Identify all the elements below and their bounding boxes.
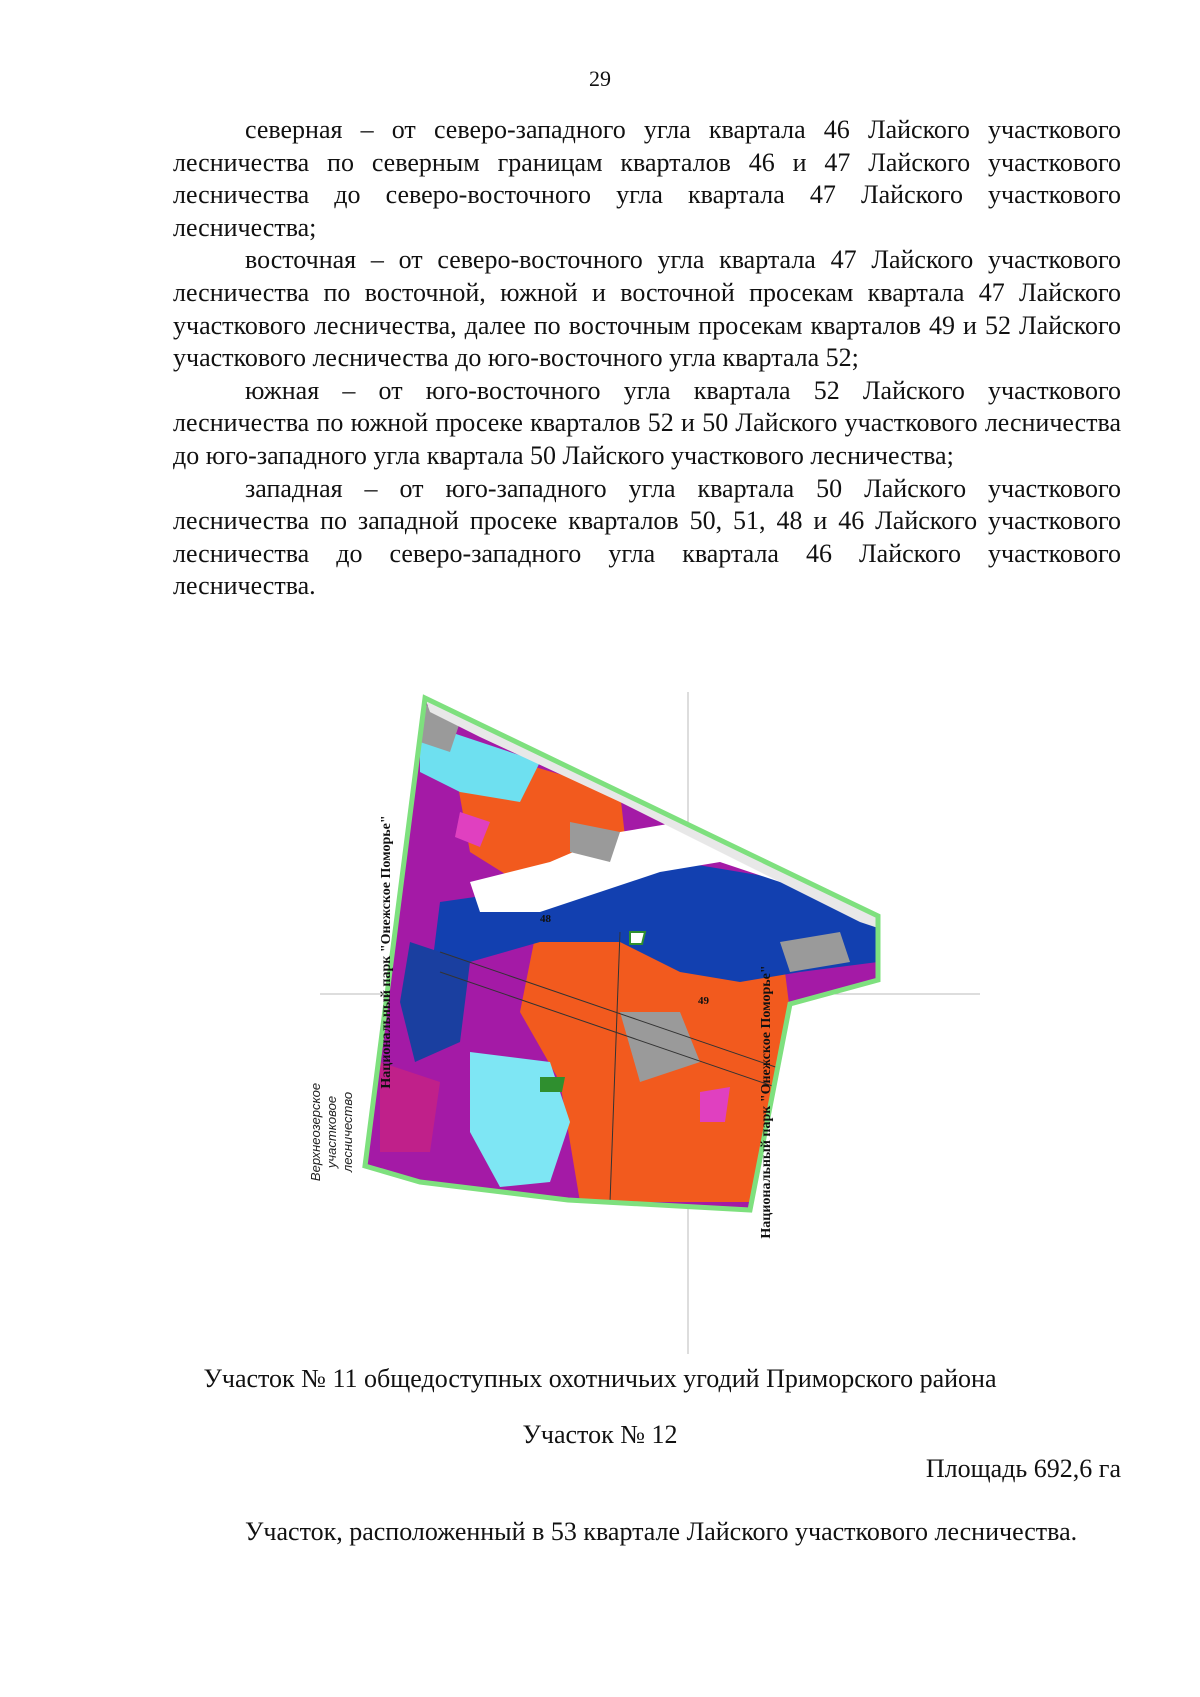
paragraph-north: северная – от северо-западного угла квартала 46 Лайского участкового лесничества по северным границам кварталов 46 и 47 Лайского участкового лесничества до северо-восточного угла квартала 47 Лайского участкового лесничества;	[173, 115, 1121, 242]
map-caption: Участок № 11 общедоступных охотничьих угодий Приморского района	[203, 1364, 997, 1393]
paragraph-east: восточная – от северо-восточного угла квартала 47 Лайского участкового лесничества по восточной, южной и восточной просекам квартала 47 Лайского участкового лесничества, далее по восточным просекам кварталов 49 и 52 Лайского участкового лесничества до юго-восточного угла квартала 52;	[173, 245, 1121, 373]
quarter-label-49: 49	[698, 995, 709, 1007]
final-description	[173, 1516, 1121, 1549]
green-patch-2	[630, 932, 645, 944]
map-label-sw-group	[308, 1083, 355, 1181]
map-label-east: Национальный парк "Онежское Поморье"	[759, 965, 774, 1239]
map-label-west: Национальный парк "Онежское Поморье"	[379, 815, 394, 1089]
boundary-description	[173, 114, 1121, 603]
section-title: Участок № 12	[522, 1420, 678, 1449]
green-patch-1	[540, 1077, 565, 1092]
hunting-area-map	[308, 682, 980, 1354]
paragraph-west: западная – от юго-западного угла квартала 50 Лайского участкового лесничества по западной просеке кварталов 50, 51, 48 и 46 Лайского участкового лесничества до северо-западного угла квартала 46 Лайского участкового лесничества.	[173, 473, 1121, 601]
quarter-label-48: 48	[540, 913, 551, 925]
area-value: Площадь 692,6 га	[925, 1454, 1121, 1483]
map-label-sw-2: участковое	[324, 1095, 339, 1169]
magenta-patch-2	[700, 1087, 730, 1122]
paragraph-south: южная – от юго-восточного угла квартала 52 Лайского участкового лесничества по южной просеке кварталов 52 и 50 Лайского участкового лесничества до юго-западного угла квартала 50 Лайского участкового лесничества;	[173, 375, 1121, 470]
map-label-sw-3: лесничество	[340, 1091, 355, 1173]
map-figure	[308, 682, 980, 1354]
map-label-sw-1: Верхнеозерское	[308, 1082, 323, 1182]
page-number: 29	[589, 66, 611, 91]
final-paragraph: Участок, расположенный в 53 квартале Лайского участкового лесничества.	[245, 1517, 1078, 1546]
